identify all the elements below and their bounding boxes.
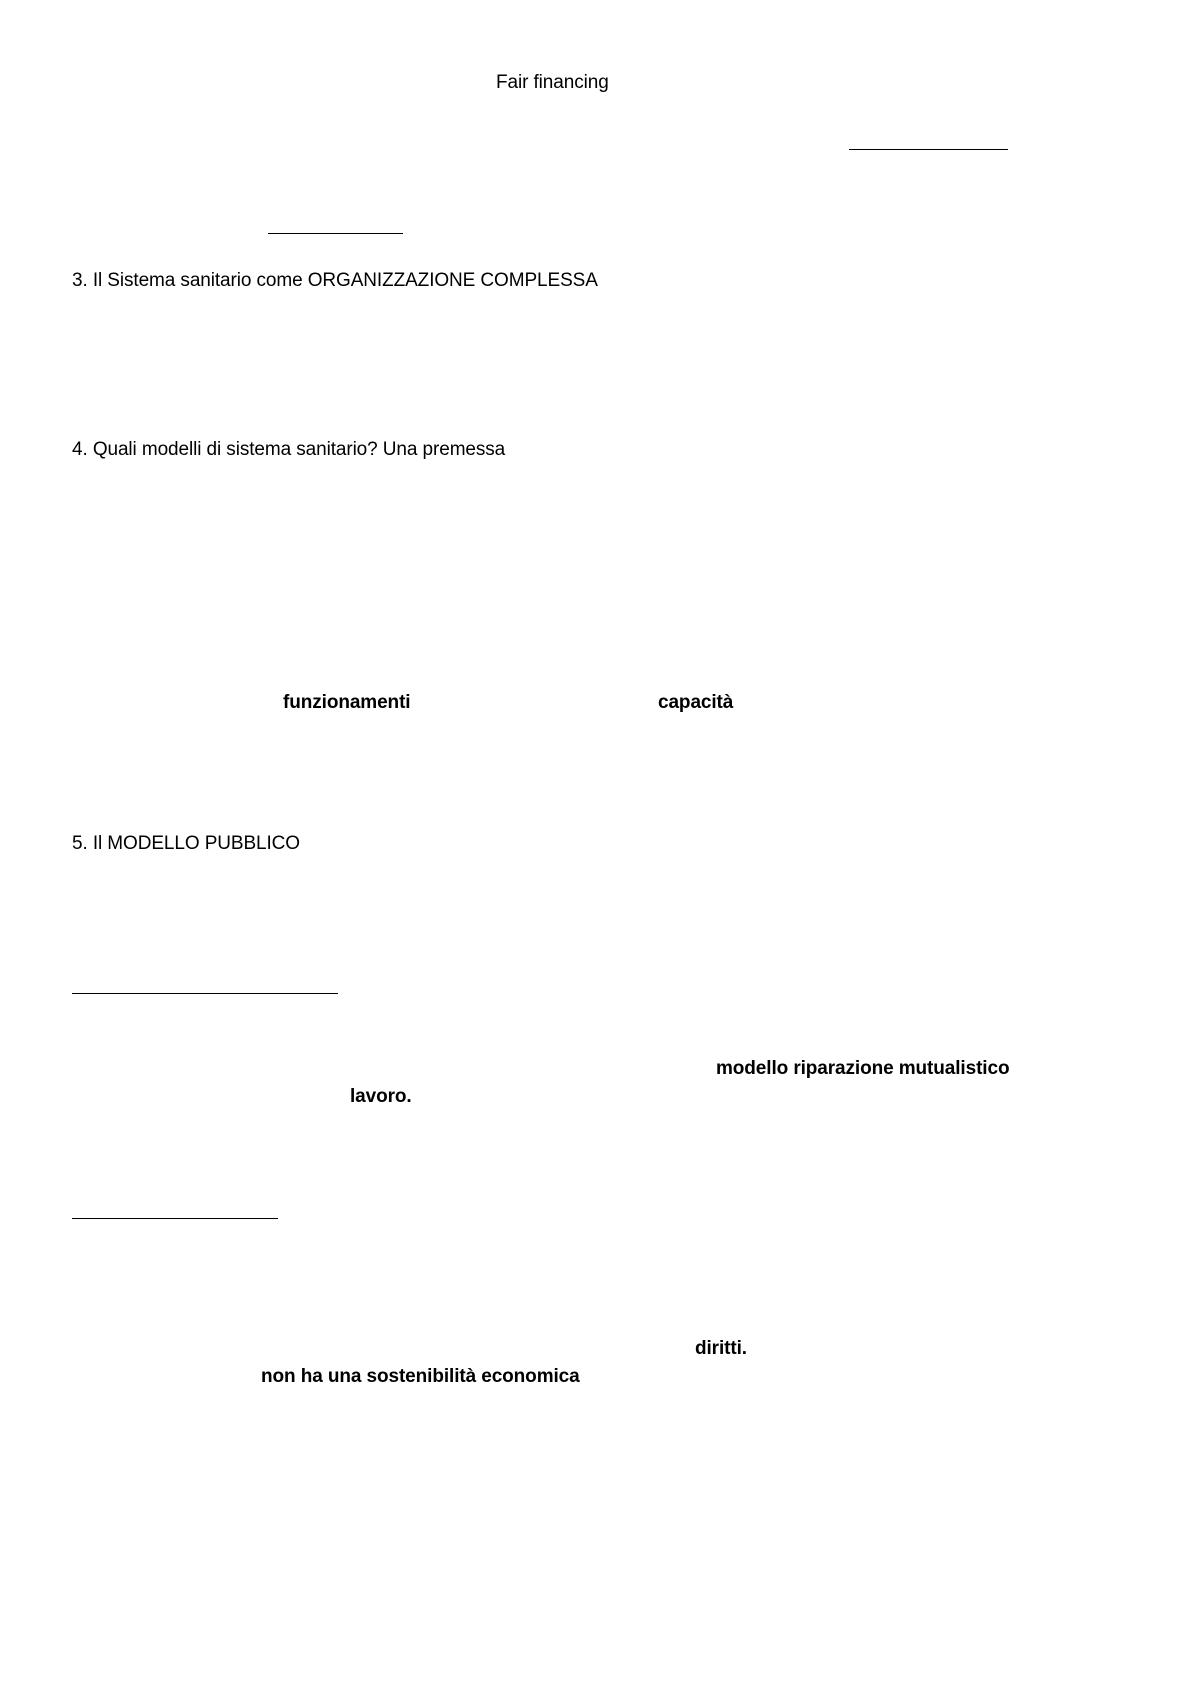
fair-financing-text: Fair financing (496, 72, 609, 93)
modello-riparazione-text: modello riparazione mutualistico (716, 1058, 1010, 1079)
capacita-text: capacità (658, 692, 734, 713)
section-3-heading: 3. Il Sistema sanitario come ORGANIZZAZIONE COMPLESSA (72, 270, 598, 291)
underline-rule (849, 149, 1008, 150)
underline-rule (72, 1218, 278, 1219)
lavoro-text: lavoro. (350, 1086, 412, 1107)
underline-rule (268, 233, 403, 234)
section-5-heading: 5. Il MODELLO PUBBLICO (72, 833, 300, 854)
underline-rule (72, 993, 338, 994)
funzionamenti-text: funzionamenti (283, 692, 411, 713)
diritti-text: diritti. (695, 1338, 747, 1359)
sostenibilita-text: non ha una sostenibilità economica (261, 1366, 580, 1387)
section-4-heading: 4. Quali modelli di sistema sanitario? Una premessa (72, 439, 506, 460)
